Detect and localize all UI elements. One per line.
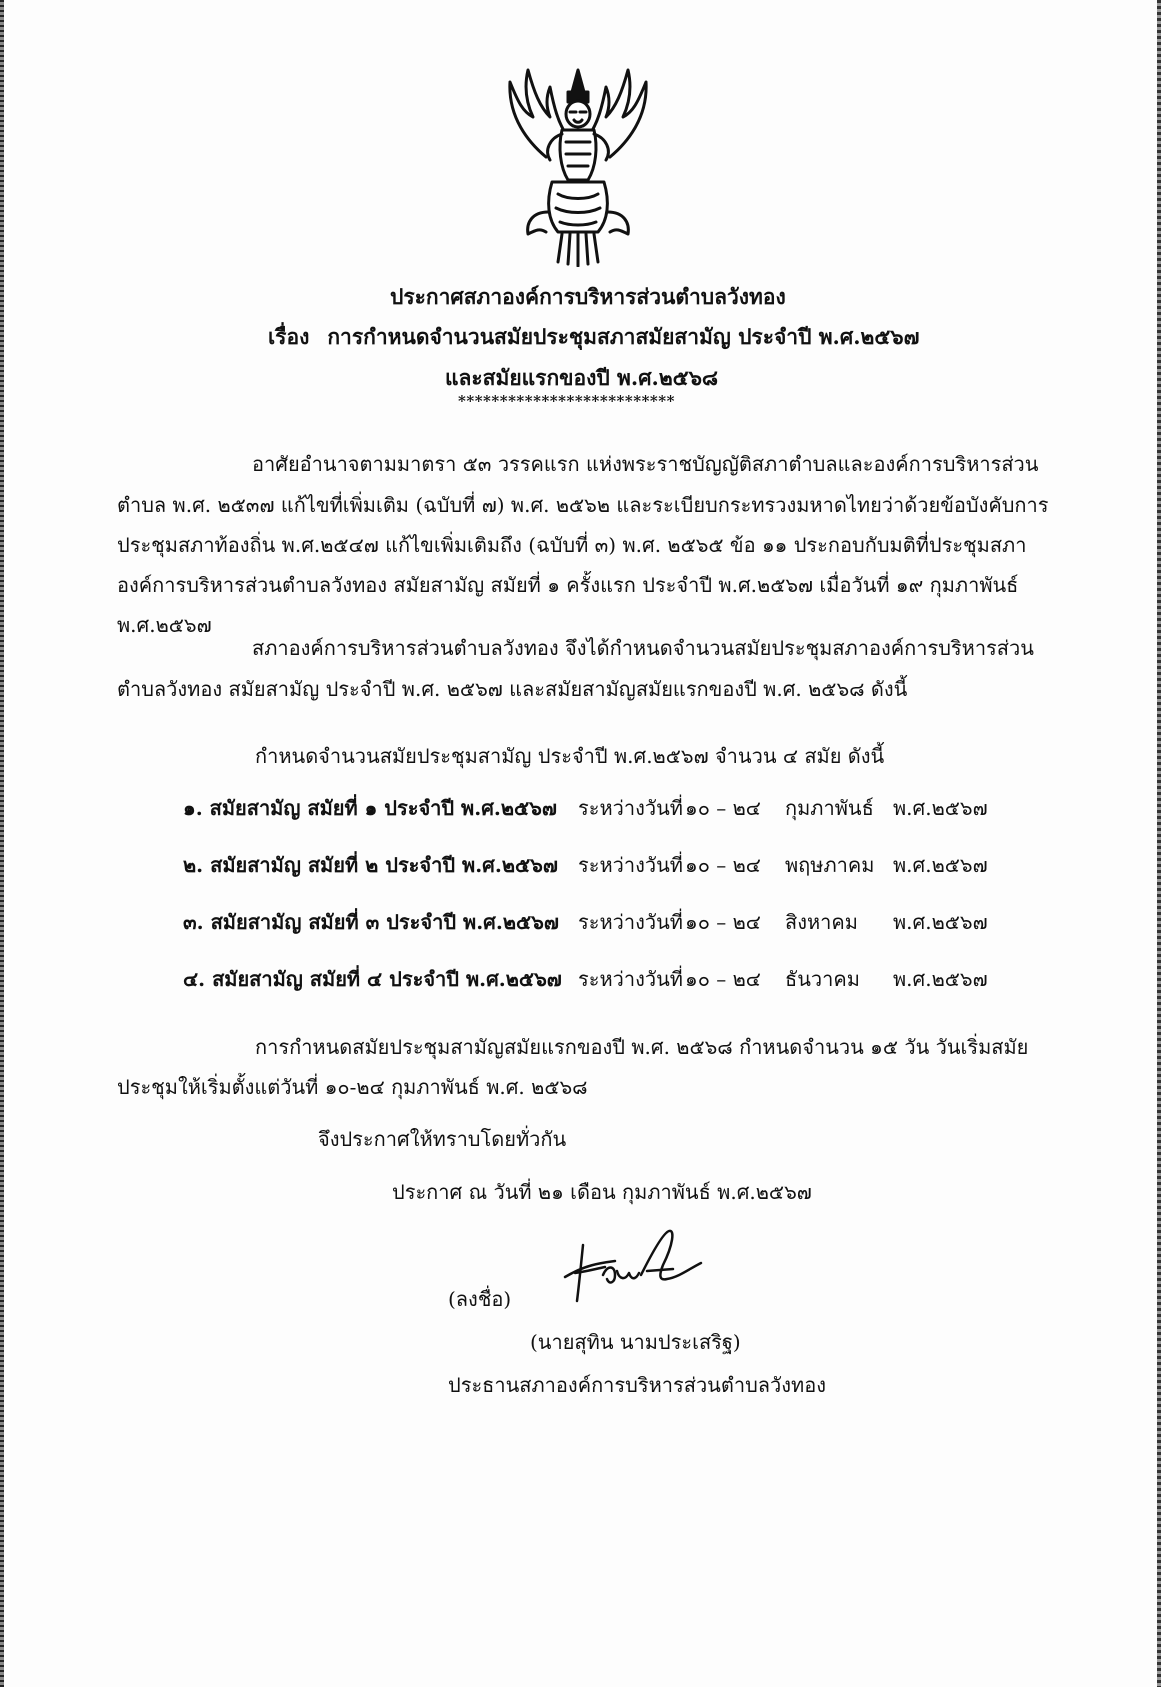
session-between: ระหว่างวันที่ [578, 853, 683, 877]
closing-statement: จึงประกาศให้ทราบโดยทั่วกัน [318, 1127, 567, 1151]
scan-edge-right [1157, 0, 1161, 1687]
session-between: ระหว่างวันที่ [578, 910, 683, 934]
para3-line: การกำหนดสมัยประชุมสามัญสมัยแรกของปี พ.ศ. ๒๕๖๘ กำหนดจำนวน ๑๕ วัน วันเริ่มสมัย [255, 1035, 1029, 1059]
session-month: กุมภาพันธ์ [785, 796, 874, 820]
session-year: พ.ศ.๒๕๖๗ [893, 853, 988, 877]
session-title: ๔. สมัยสามัญ สมัยที่ ๔ ประจำปี พ.ศ.๒๕๖๗ [183, 967, 562, 991]
para1-line: องค์การบริหารส่วนตำบลวังทอง สมัยสามัญ สมัยที่ ๑ ครั้งแรก ประจำปี พ.ศ.๒๕๖๗ เมื่อวันที่ ๑๙ กุมภาพันธ์ [117, 573, 1019, 597]
handwritten-signature [555, 1225, 715, 1305]
session-days: ๑๐ – ๒๔ [685, 796, 761, 820]
subject-text-line1: การกำหนดจำนวนสมัยประชุมสภาสมัยสามัญ ประจำปี พ.ศ.๒๕๖๗ [327, 324, 920, 349]
para1-line: พ.ศ.๒๕๖๗ [117, 613, 212, 637]
session-title: ๓. สมัยสามัญ สมัยที่ ๓ ประจำปี พ.ศ.๒๕๖๗ [183, 910, 559, 934]
session-between: ระหว่างวันที่ [578, 796, 683, 820]
session-row [183, 849, 1003, 879]
session-year: พ.ศ.๒๕๖๗ [893, 967, 988, 991]
sign-label: (ลงชื่อ) [448, 1287, 512, 1311]
session-year: พ.ศ.๒๕๖๗ [893, 910, 988, 934]
para1-line: ตำบล พ.ศ. ๒๕๓๗ แก้ไขที่เพิ่มเติม (ฉบับที่ ๗) พ.ศ. ๒๕๖๒ และระเบียบกระทรวงมหาดไทยว่าด้วยข้อบังคับการ [117, 493, 1049, 517]
session-row [183, 963, 1003, 993]
session-row [183, 906, 1003, 936]
session-month: สิงหาคม [785, 910, 858, 934]
para2-line: สภาองค์การบริหารส่วนตำบลวังทอง จึงได้กำหนดจำนวนสมัยประชุมสภาองค์การบริหารส่วน [252, 636, 1034, 660]
signatory-name: (นายสุทิน นามประเสริฐ) [530, 1330, 741, 1354]
session-days: ๑๐ – ๒๔ [685, 853, 761, 877]
session-days: ๑๐ – ๒๔ [685, 910, 761, 934]
session-month: ธันวาคม [785, 967, 860, 991]
session-month: พฤษภาคม [785, 853, 875, 877]
announce-date: ประกาศ ณ วันที่ ๒๑ เดือน กุมภาพันธ์ พ.ศ.๒๕๖๗ [392, 1180, 812, 1204]
para1-line: อาศัยอำนาจตามมาตรา ๕๓ วรรคแรก แห่งพระราชบัญญัติสภาตำบลและองค์การบริหารส่วน [252, 452, 1039, 476]
subject-label: เรื่อง [268, 324, 310, 349]
session-days: ๑๐ – ๒๔ [685, 967, 761, 991]
scan-edge-left [0, 0, 4, 1687]
para1-line: ประชุมสภาท้องถิ่น พ.ศ.๒๕๔๗ แก้ไขเพิ่มเติมถึง (ฉบับที่ ๓) พ.ศ. ๒๕๖๕ ข้อ ๑๑ ประกอบกับมติที่ประชุมสภา [117, 533, 1027, 557]
subject-text-line2: และสมัยแรกของปี พ.ศ.๒๕๖๘ [445, 365, 719, 390]
announcement-title: ประกาศสภาองค์การบริหารส่วนตำบลวังทอง [390, 284, 786, 309]
para2-line: ตำบลวังทอง สมัยสามัญ ประจำปี พ.ศ. ๒๕๖๗ และสมัยสามัญสมัยแรกของปี พ.ศ. ๒๕๖๘ ดังนี้ [117, 677, 908, 701]
signatory-position: ประธานสภาองค์การบริหารส่วนตำบลวังทอง [448, 1373, 826, 1397]
session-between: ระหว่างวันที่ [578, 967, 683, 991]
title-separator: ************************** [458, 392, 675, 410]
session-row [183, 792, 1003, 822]
para3-line: ประชุมให้เริ่มตั้งแต่วันที่ ๑๐-๒๔ กุมภาพันธ์ พ.ศ. ๒๕๖๘ [117, 1075, 588, 1099]
subject-line [268, 321, 919, 354]
session-year: พ.ศ.๒๕๖๗ [893, 796, 988, 820]
session-title: ๒. สมัยสามัญ สมัยที่ ๒ ประจำปี พ.ศ.๒๕๖๗ [183, 853, 558, 877]
garuda-emblem-icon [488, 62, 668, 267]
session-title: ๑. สมัยสามัญ สมัยที่ ๑ ประจำปี พ.ศ.๒๕๖๗ [183, 796, 557, 820]
sessions-intro: กำหนดจำนวนสมัยประชุมสามัญ ประจำปี พ.ศ.๒๕๖๗ จำนวน ๔ สมัย ดังนี้ [255, 744, 885, 768]
